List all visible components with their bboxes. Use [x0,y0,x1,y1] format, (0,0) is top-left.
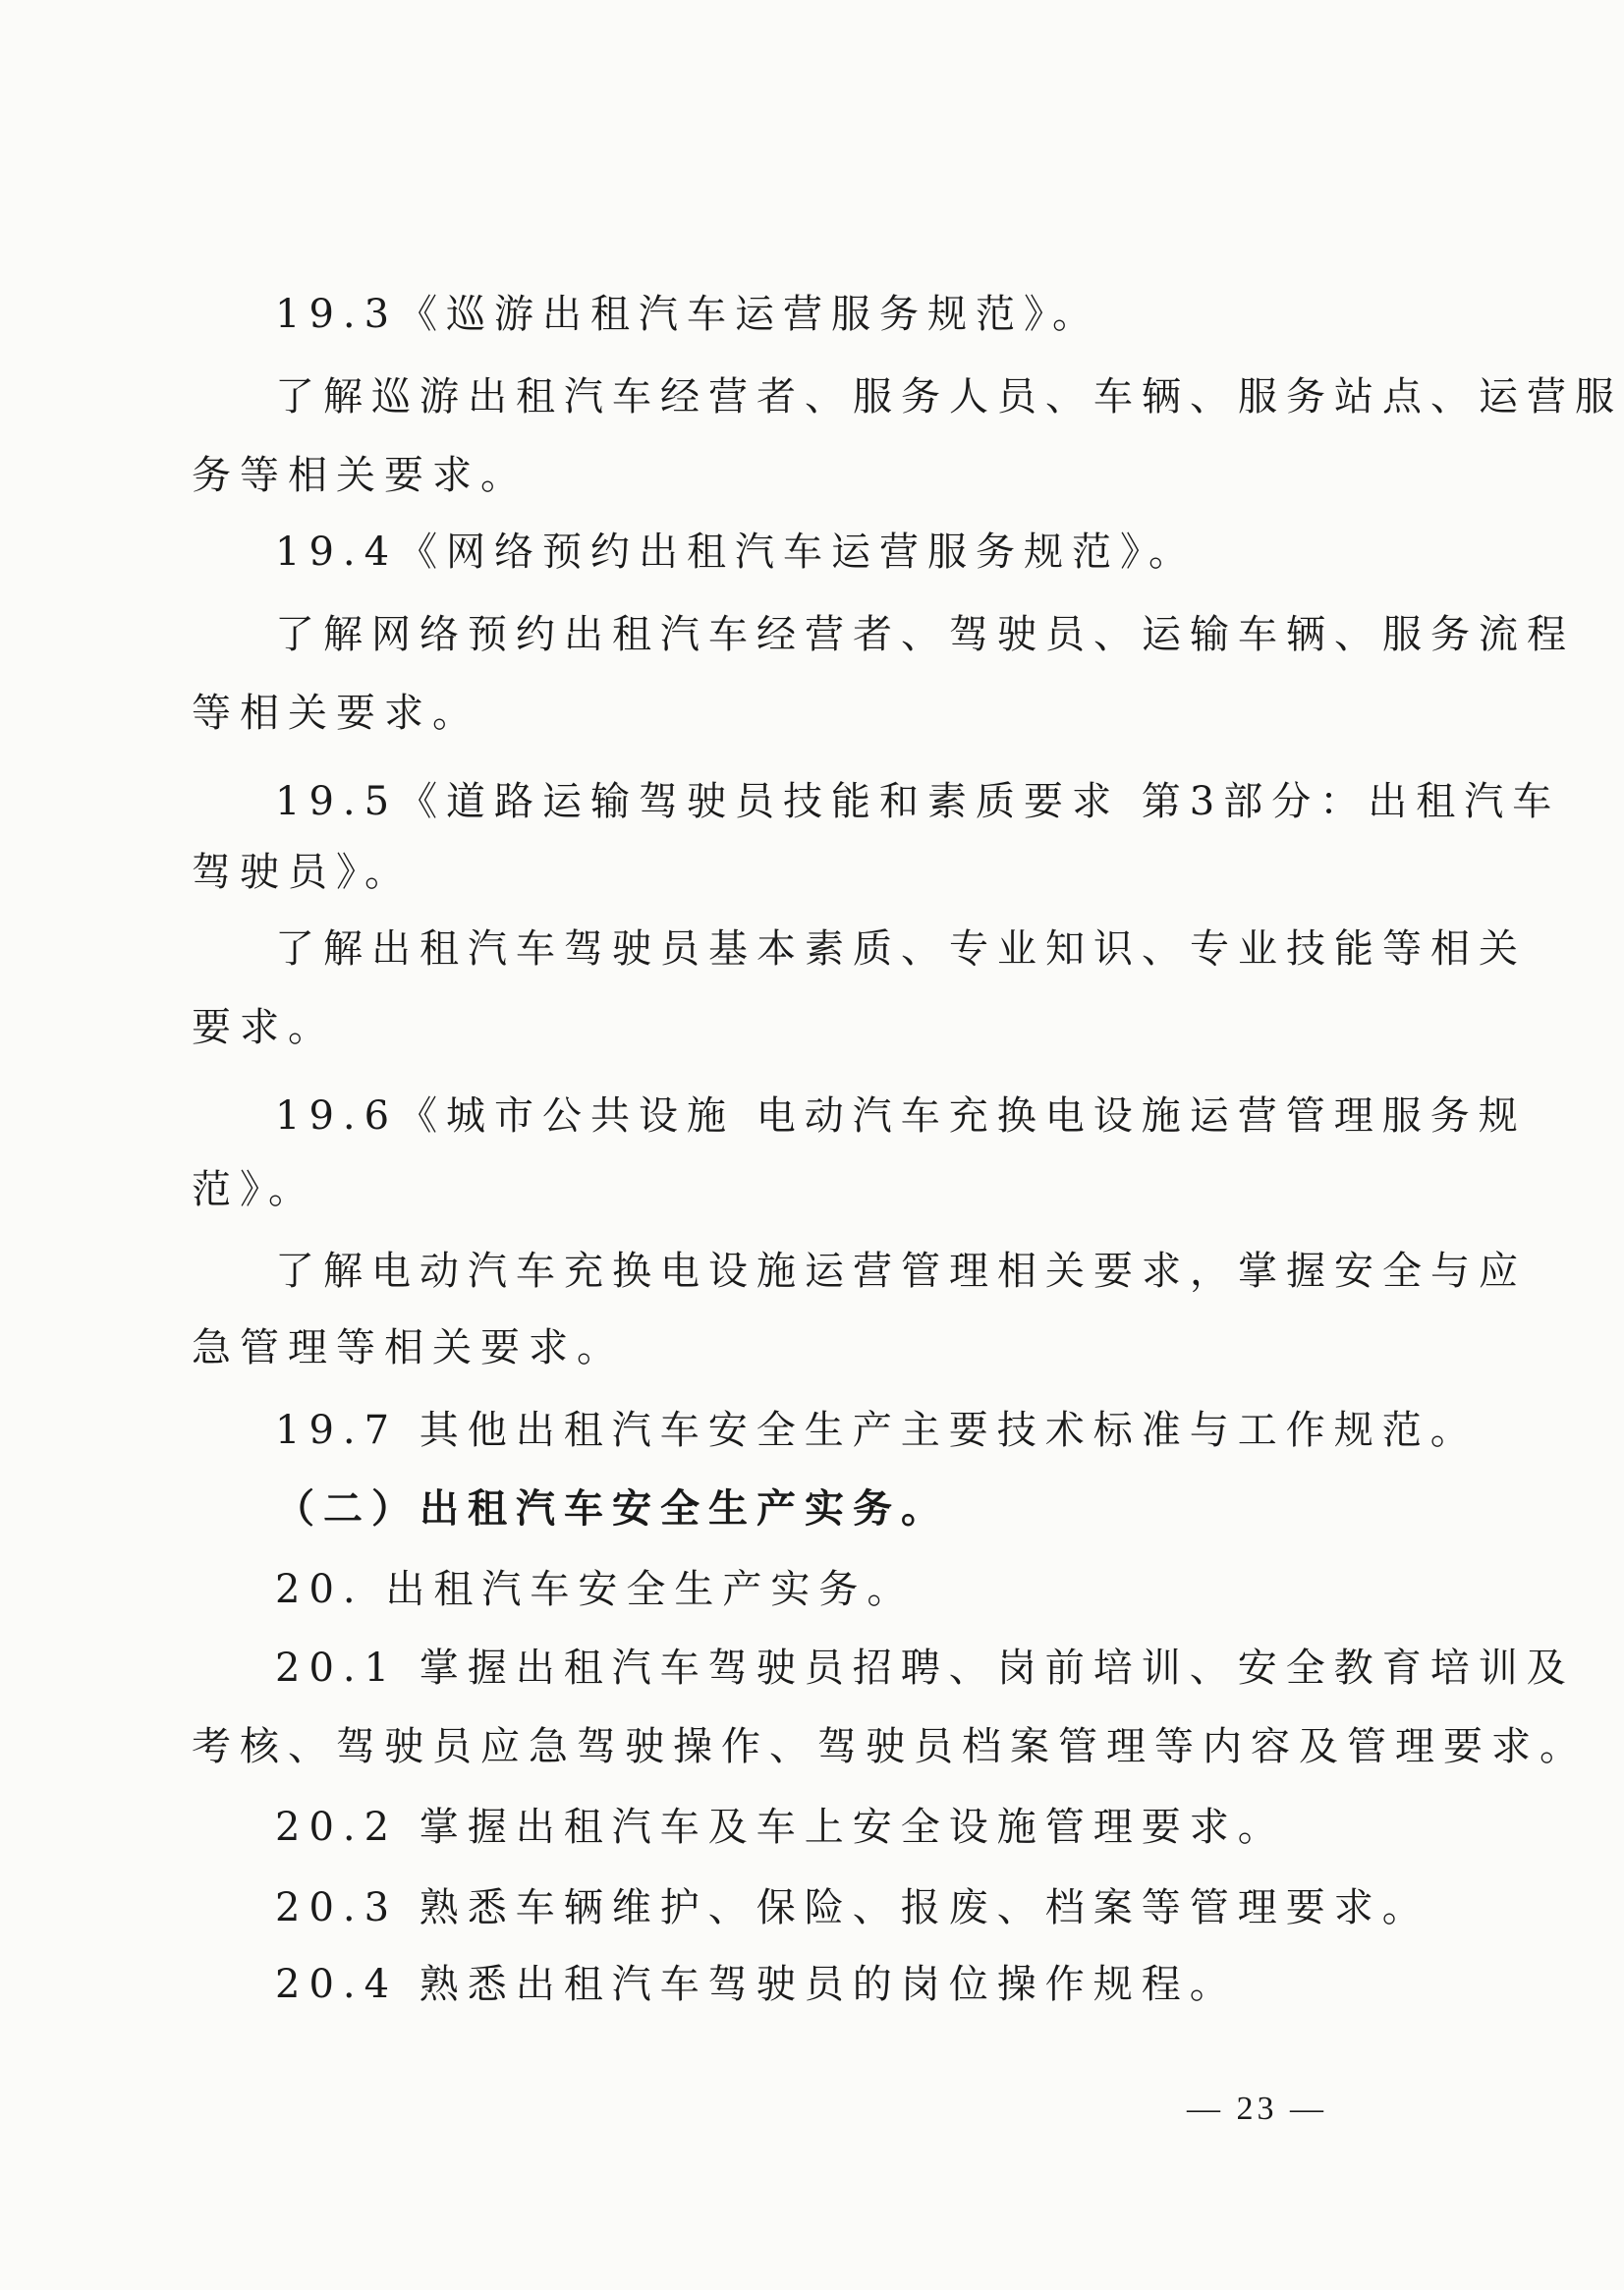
section-heading: （二）出租汽车安全生产实务。 [275,1486,949,1532]
text-line: 等相关要求。 [192,691,480,736]
text-line: 了解电动汽车充换电设施运营管理相关要求，掌握安全与应 [275,1249,1527,1294]
page-number: — 23 — [1187,2091,1327,2127]
text-line: 了解巡游出租汽车经营者、服务人员、车辆、服务站点、运营服 [275,374,1623,419]
text-line: 19.7 其他出租汽车安全生产主要技术标准与工作规范。 [275,1408,1479,1453]
text-line: 要求。 [192,1005,336,1050]
text-line: 急管理等相关要求。 [192,1325,625,1370]
text-line: 20.3 熟悉车辆维护、保险、报废、档案等管理要求。 [275,1885,1430,1930]
text-line: 20. 出租汽车安全生产实务。 [275,1567,916,1612]
text-line: 19.4《网络预约出租汽车运营服务规范》。 [275,530,1198,575]
text-line: 范》。 [192,1167,316,1212]
text-line: 19.5《道路运输驾驶员技能和素质要求 第3部分：出租汽车 [275,779,1561,824]
text-line: 20.1 掌握出租汽车驾驶员招聘、岗前培训、安全教育培训及 [275,1646,1575,1691]
text-line: 考核、驾驶员应急驾驶操作、驾驶员档案管理等内容及管理要求。 [192,1724,1588,1769]
text-line: 驾驶员》。 [192,850,413,895]
text-line: 了解出租汽车驾驶员基本素质、专业知识、专业技能等相关 [275,926,1527,972]
text-line: 务等相关要求。 [192,453,529,498]
text-line: 20.4 熟悉出租汽车驾驶员的岗位操作规程。 [275,1962,1238,2007]
text-line: 19.3《巡游出租汽车运营服务规范》。 [275,292,1101,337]
text-line: 了解网络预约出租汽车经营者、驾驶员、运输车辆、服务流程 [275,612,1575,657]
text-line: 19.6《城市公共设施 电动汽车充换电设施运营管理服务规 [275,1093,1527,1139]
text-line: 20.2 掌握出租汽车及车上安全设施管理要求。 [275,1805,1286,1850]
